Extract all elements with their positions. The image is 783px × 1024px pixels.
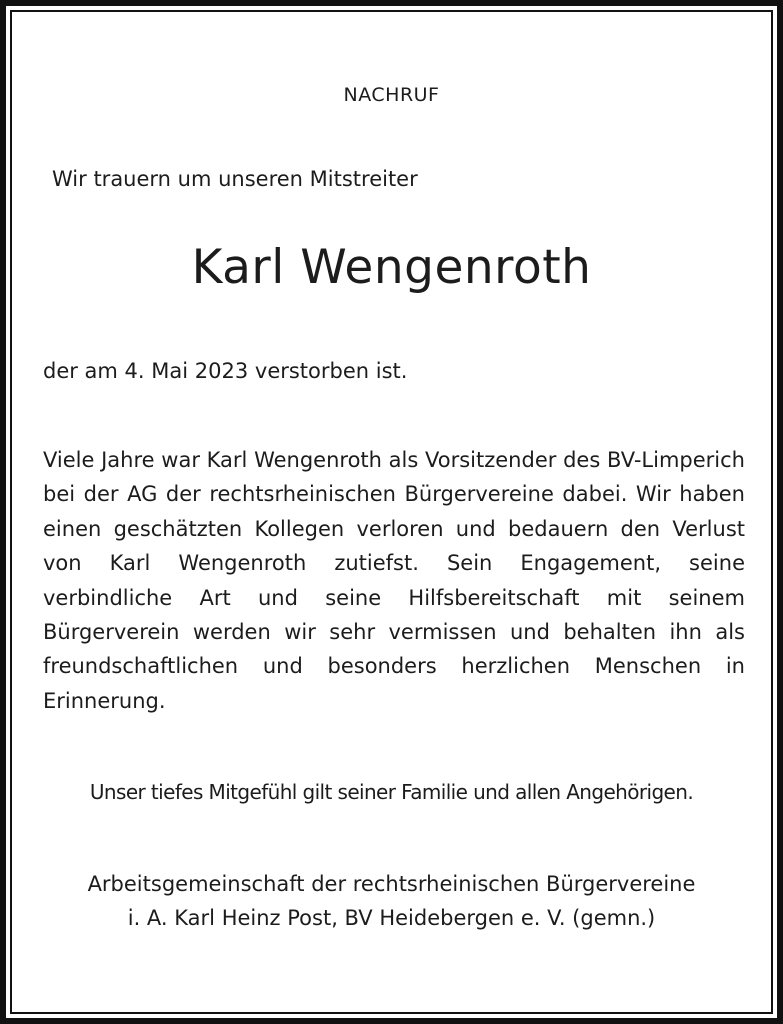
tribute-paragraph: Viele Jahre war Karl Wengenroth als Vorsitzender des BV-Limperich bei der AG der rechtsrheinischen Bürgervereine dabei. Wir haben einen geschätzten Kollegen verloren und bedauern den Verlust von Karl Wengenroth zutiefst. Sein Engagement, seine verbindliche Art und seine Hilfsbereitschaft mit seinem Bürgerverein werden wir sehr vermissen und behalten ihn als freundschaftlichen und besonders herzlichen Menschen in Erinnerung. — [43, 448, 745, 713]
condolence-line: Unser tiefes Mitgefühl gilt seiner Familie und allen Angehörigen. — [89, 780, 694, 804]
signature-block — [0, 867, 783, 935]
signature-signatory: i. A. Karl Heinz Post, BV Heidebergen e. V. (gemn.) — [127, 906, 656, 930]
deceased-name: Karl Wengenroth — [191, 240, 592, 295]
notice-heading: NACHRUF — [343, 84, 440, 106]
signature-organization: Arbeitsgemeinschaft der rechtsrheinischen Bürgervereine — [87, 872, 696, 896]
intro-text: Wir trauern um unseren Mitstreiter — [52, 167, 418, 191]
death-date-line: der am 4. Mai 2023 verstorben ist. — [43, 359, 408, 383]
